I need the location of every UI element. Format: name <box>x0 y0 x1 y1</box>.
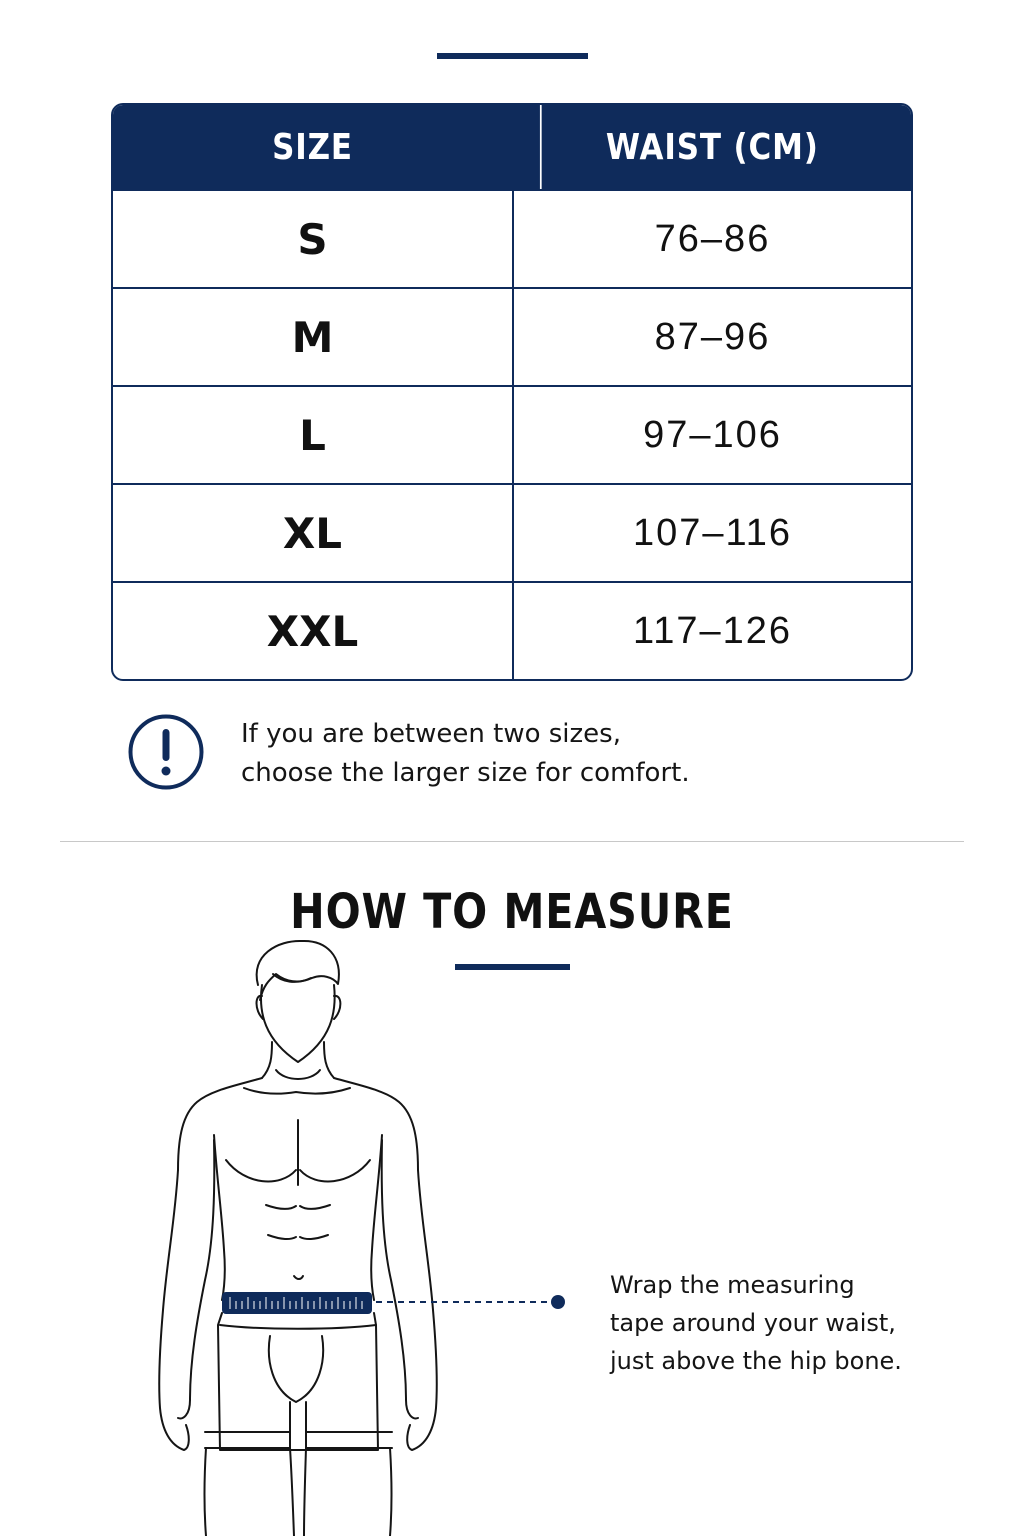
instruction-line-1: Wrap the measuring <box>610 1271 855 1299</box>
table-header-row <box>113 105 911 189</box>
waist-cell: 107–116 <box>512 485 911 581</box>
pointer-dot <box>551 1295 565 1309</box>
how-to-measure-title: HOW TO MEASURE <box>290 884 734 940</box>
top-accent-bar <box>437 53 588 59</box>
table-row <box>113 189 911 287</box>
waist-cell: 76–86 <box>512 191 911 287</box>
table-row <box>113 385 911 483</box>
table-row <box>113 581 911 679</box>
measuring-tape-icon <box>222 1292 372 1314</box>
waist-cell: 87–96 <box>512 289 911 385</box>
instruction-line-2: tape around your waist, <box>610 1309 896 1337</box>
table-row <box>113 483 911 581</box>
size-advice-line-2: choose the larger size for comfort. <box>241 758 690 788</box>
size-cell: S <box>297 214 328 264</box>
size-column-header: SIZE <box>272 126 353 168</box>
size-advice-line-1: If you are between two sizes, <box>241 719 621 749</box>
size-advice-note <box>241 715 861 793</box>
size-cell: L <box>299 410 326 460</box>
instruction-line-3: just above the hip bone. <box>610 1347 902 1375</box>
table-row <box>113 287 911 385</box>
measurement-illustration <box>0 930 1024 1536</box>
exclamation-circle-icon <box>127 713 205 791</box>
size-chart-table <box>111 103 913 681</box>
waist-column-header: WAIST (CM) <box>540 105 883 189</box>
male-body-outline-icon <box>159 941 437 1536</box>
waist-cell: 117–126 <box>512 583 911 679</box>
size-cell: M <box>291 312 334 362</box>
size-cell: XL <box>282 508 343 558</box>
waist-cell: 97–106 <box>512 387 911 483</box>
section-divider <box>60 841 964 842</box>
measuring-instruction <box>610 1266 940 1380</box>
size-cell: XXL <box>266 606 359 656</box>
